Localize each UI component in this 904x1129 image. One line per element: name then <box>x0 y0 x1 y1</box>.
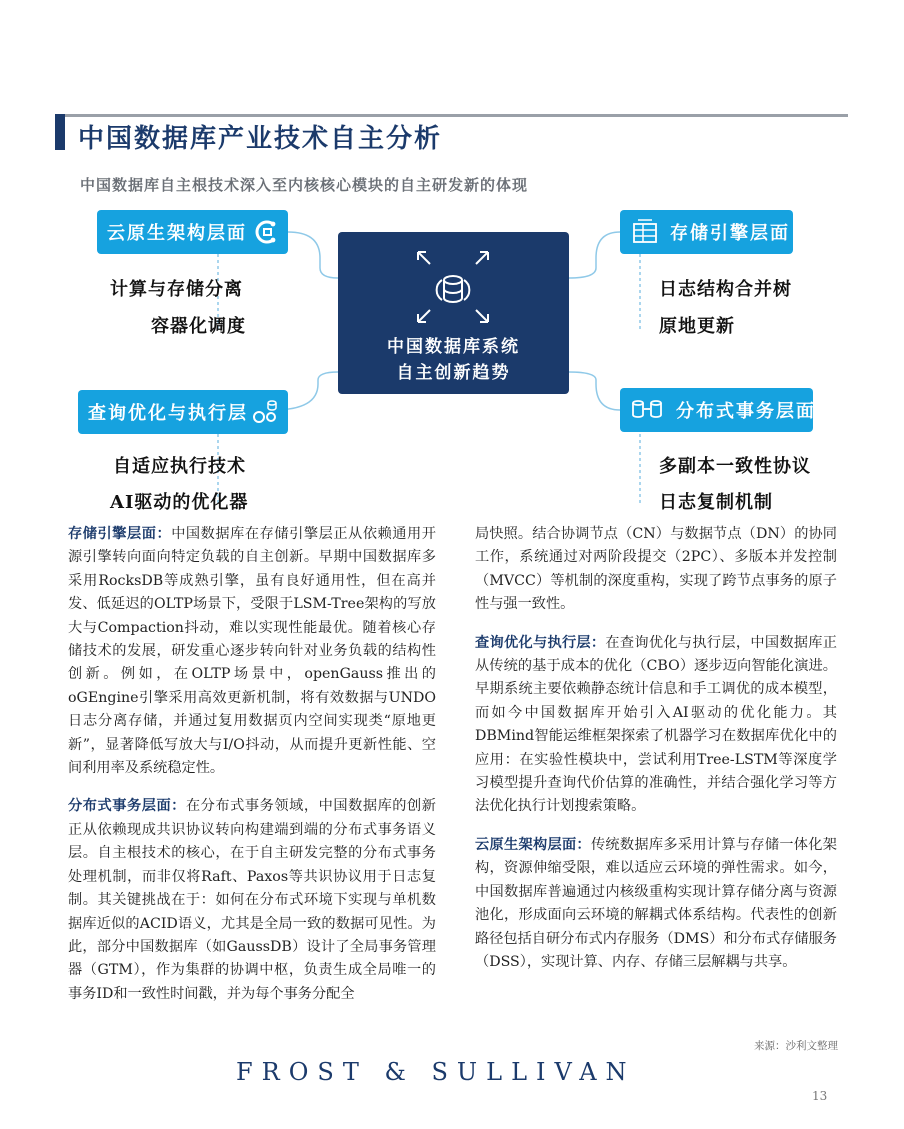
brand-logo: FROST & SULLIVAN <box>236 1058 636 1086</box>
query-item-2: AI驱动的优化器 <box>110 492 249 513</box>
query-gears-icon <box>250 397 280 427</box>
distributed-paragraph <box>68 795 436 1006</box>
storage-paragraph <box>68 523 436 780</box>
storage-engine-pill <box>620 210 793 254</box>
cloud-lead: 云原生架构层面： <box>475 836 591 853</box>
body-left-column <box>68 523 436 1021</box>
storage-lead: 存储引擎层面： <box>68 526 172 542</box>
query-paragraph <box>475 632 837 819</box>
cloud-text: 传统数据库多采用计算与存储一体化架构，资源伸缩受限，难以适应云环境的弹性需求。如今，中国数据库普遍通过内核级重构实现计算存储分离与资源池化，形成面向云环境的解耦式体系结构。代表性的创新路径包括自研分布式内存服务（DMS）和分布式存储服务（DSS），实现计算、内存、存储三层解耦与共享。 <box>475 836 837 970</box>
center-trend-box <box>338 232 569 394</box>
header-rule <box>55 114 848 117</box>
query-text: 在查询优化与执行层，中国数据库正从传统的基于成本的优化（CBO）逐步迈向智能化演进。早期系统主要依赖静态统计信息和手工调优的成本模型，而如今中国数据库开始引入AI驱动的优化能力。其DBMind智能运维框架探索了机器学习在数据库优化中的应用：在实验性模块中，尝试利用Tree-LSTM等深度学习模型提升查询代价估算的准确性，并结合强化学习等方法优化执行计划搜索策略。 <box>475 634 837 815</box>
distributed-continued-paragraph: 局快照。结合协调节点（CN）与数据节点（DN）的协同工作，系统通过对两阶段提交（2PC）、多版本并发控制（MVCC）等机制的深度重构，实现了跨节点事务的原子性与强一致性。 <box>475 526 837 613</box>
source-note: 来源：沙利文整理 <box>754 1040 838 1052</box>
distributed-transaction-pill <box>620 388 816 432</box>
query-optimization-pill <box>78 390 288 434</box>
query-optimization-label: 查询优化与执行层 <box>88 403 248 424</box>
page-subtitle: 中国数据库自主根技术深入至内核核心模块的自主研发新的体现 <box>80 176 529 194</box>
cloud-item-1: 计算与存储分离 <box>110 279 243 300</box>
cloud-native-pill <box>97 210 288 254</box>
title-accent-bar <box>55 114 65 150</box>
page-number: 13 <box>812 1089 828 1103</box>
cloud-item-2: 容器化调度 <box>151 316 246 337</box>
database-icon <box>408 242 498 332</box>
distributed-item-2: 日志复制机制 <box>659 492 773 513</box>
distributed-transaction-label: 分布式事务层面 <box>676 401 816 422</box>
storage-item-1: 日志结构合并树 <box>659 279 792 300</box>
distributed-item-1: 多副本一致性协议 <box>659 456 811 477</box>
cloud-native-label: 云原生架构层面 <box>107 223 247 244</box>
body-right-column <box>475 523 837 989</box>
distributed-text: 在分布式事务领域，中国数据库的创新正从依赖现成共识协议转向构建端到端的分布式事务语义层。自主根技术的核心，在于自主研发完整的分布式事务处理机制，而非仅将Raft、Paxos等共识协议用于日志复制。其关键挑战在于：如何在分布式环境下实现与单机数据库近似的ACID语义，尤其是全局一致的数据可见性。为此，部分中国数据库（如GaussDB）设计了全局事务管理器（GTM），作为集群的协调中枢，负责生成全局唯一的事务ID和一致性时间戳，并为每个事务分配全 <box>68 798 436 1002</box>
storage-item-2: 原地更新 <box>659 316 735 337</box>
cloud-paragraph <box>475 834 837 974</box>
storage-icon <box>630 218 662 246</box>
page-title: 中国数据库产业技术自主分析 <box>78 124 443 154</box>
query-lead: 查询优化与执行层： <box>475 634 606 651</box>
query-item-1: 自适应执行技术 <box>113 456 246 477</box>
storage-text: 中国数据库在存储引擎层正从依赖通用开源引擎转向面向特定负载的自主创新。早期中国数据库多采用RocksDB等成熟引擎，虽有良好通用性，但在高并发、低延迟的OLTP场景下，受限于LSM-Tree架构的写放大与Compaction抖动，难以实现性能最优。随着核心存储技术的发展，研发重心逐步转向针对业务负载的结构性创新。例如，在OLTP场景中，openGauss推出的oGEngine引擎采用高效更新机制，将有效数据与UNDO日志分离存储，并通过复用数据页内空间实现类“原地更新”，显著降低写放大与I/O抖动，从而提升更新性能、空间利用率及系统稳定性。 <box>68 526 436 777</box>
distributed-icon <box>630 396 668 424</box>
storage-engine-label: 存储引擎层面 <box>670 223 790 244</box>
center-title-line1: 中国数据库系统 <box>387 337 520 357</box>
distributed-lead: 分布式事务层面： <box>68 798 186 815</box>
center-title-line2: 自主创新趋势 <box>396 363 511 383</box>
cloud-native-icon <box>253 218 281 246</box>
